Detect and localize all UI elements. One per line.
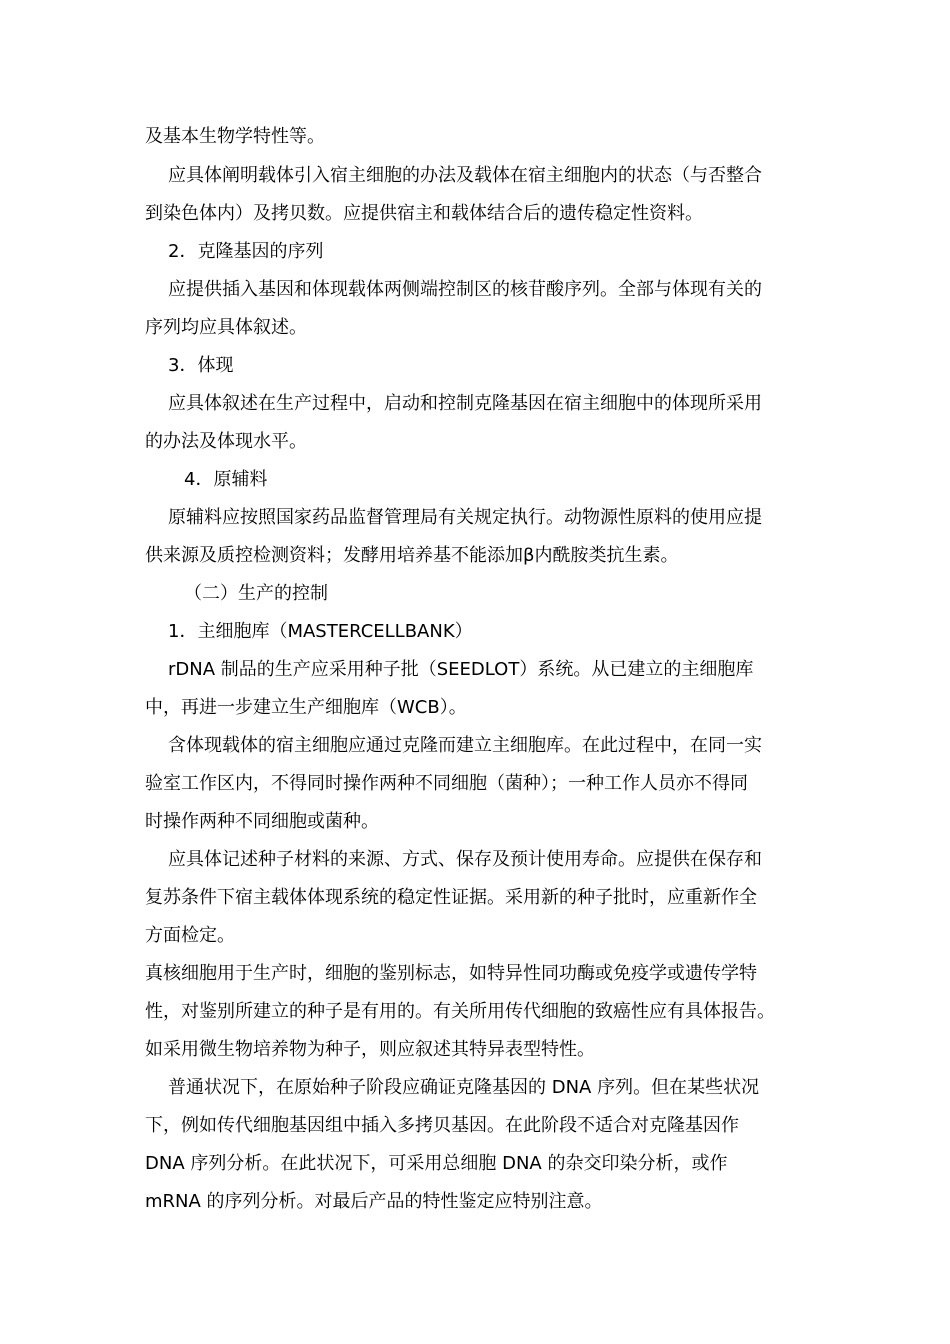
section-heading: 2．克隆基因的序列 bbox=[168, 241, 324, 262]
text-line: 验室工作区内，不得同时操作两种不同细胞（菌种）；一种工作人员亦不得同 bbox=[145, 773, 748, 794]
text-line: 如采用微生物培养物为种子，则应叙述其特异表型特性。 bbox=[145, 1039, 595, 1060]
text-line: 应具体阐明载体引入宿主细胞的办法及载体在宿主细胞内的状态（与否整合 bbox=[168, 165, 762, 186]
text-line: 方面检定。 bbox=[145, 925, 235, 946]
section-heading: 1．主细胞库（MASTERCELLBANK） bbox=[168, 621, 473, 642]
text-line: 时操作两种不同细胞或菌种。 bbox=[145, 811, 379, 832]
text-line: 真核细胞用于生产时，细胞的鉴别标志，如特异性同功酶或免疫学或遗传学特 bbox=[145, 963, 757, 984]
text-line: 应提供插入基因和体现载体两侧端控制区的核苷酸序列。全部与体现有关的 bbox=[168, 279, 762, 300]
text-line: 到染色体内）及拷贝数。应提供宿主和载体结合后的遗传稳定性资料。 bbox=[145, 203, 703, 224]
text-line: 下，例如传代细胞基因组中插入多拷贝基因。在此阶段不适合对克隆基因作 bbox=[145, 1115, 739, 1136]
text-line: 原辅料应按照国家药品监督管理局有关规定执行。动物源性原料的使用应提 bbox=[168, 507, 762, 528]
text-line: 序列均应具体叙述。 bbox=[145, 317, 307, 338]
text-line: mRNA 的序列分析。对最后产品的特性鉴定应特别注意。 bbox=[145, 1191, 603, 1212]
text-line: 的办法及体现水平。 bbox=[145, 431, 307, 452]
text-line: DNA 序列分析。在此状况下，可采用总细胞 DNA 的杂交印染分析，或作 bbox=[145, 1153, 728, 1174]
text-line: 普通状况下，在原始种子阶段应确证克隆基因的 DNA 序列。但在某些状况 bbox=[168, 1077, 760, 1098]
text-line: 应具体叙述在生产过程中，启动和控制克隆基因在宿主细胞中的体现所采用 bbox=[168, 393, 762, 414]
section-heading: （二）生产的控制 bbox=[184, 583, 328, 604]
section-heading: 3．体现 bbox=[168, 355, 234, 376]
text-line: rDNA 制品的生产应采用种子批（SEEDLOT）系统。从已建立的主细胞库 bbox=[168, 659, 754, 680]
text-line: 性，对鉴别所建立的种子是有用的。有关所用传代细胞的致癌性应有具体报告。 bbox=[145, 1001, 775, 1022]
text-line: 供来源及质控检测资料；发酵用培养基不能添加β内酰胺类抗生素。 bbox=[145, 545, 679, 566]
section-heading: 4．原辅料 bbox=[184, 469, 268, 490]
text-line: 应具体记述种子材料的来源、方式、保存及预计使用寿命。应提供在保存和 bbox=[168, 849, 762, 870]
text-line: 中，再进一步建立生产细胞库（WCB）。 bbox=[145, 697, 467, 718]
text-line: 及基本生物学特性等。 bbox=[145, 126, 325, 147]
text-line: 含体现载体的宿主细胞应通过克隆而建立主细胞库。在此过程中，在同一实 bbox=[168, 735, 762, 756]
text-line: 复苏条件下宿主载体体现系统的稳定性证据。采用新的种子批时，应重新作全 bbox=[145, 887, 757, 908]
